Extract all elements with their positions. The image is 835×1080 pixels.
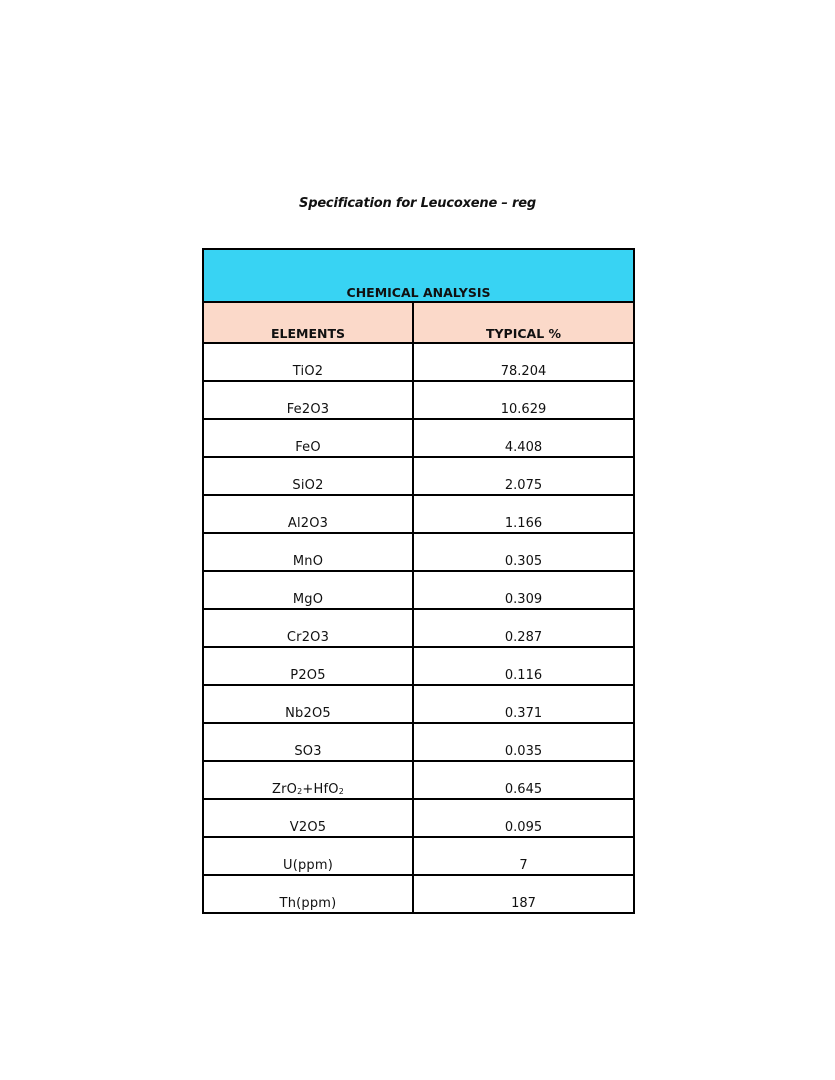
element-cell: V2O5: [203, 799, 413, 837]
table-row: [203, 875, 634, 913]
element-cell: ZrO$_2$+HfO$_2$: [203, 761, 413, 799]
typical-value-cell: 4.408: [413, 419, 634, 457]
element-cell: FeO: [203, 419, 413, 457]
table-row: [203, 381, 634, 419]
element-cell: Cr2O3: [203, 609, 413, 647]
element-cell: TiO2: [203, 343, 413, 381]
typical-value-cell: 0.371: [413, 685, 634, 723]
element-cell: SiO2: [203, 457, 413, 495]
column-header-typical: TYPICAL %: [413, 302, 634, 343]
typical-value-cell: 7: [413, 837, 634, 875]
element-cell: Nb2O5: [203, 685, 413, 723]
table-row: [203, 419, 634, 457]
typical-value-cell: 0.305: [413, 533, 634, 571]
table-row: [203, 837, 634, 875]
table-row: [203, 457, 634, 495]
typical-value-cell: 10.629: [413, 381, 634, 419]
table-header: CHEMICAL ANALYSIS: [203, 249, 634, 302]
typical-value-cell: 78.204: [413, 343, 634, 381]
element-cell: Th(ppm): [203, 875, 413, 913]
table-row: [203, 685, 634, 723]
column-header-row: [203, 302, 634, 343]
typical-value-cell: 2.075: [413, 457, 634, 495]
element-cell: MnO: [203, 533, 413, 571]
typical-value-cell: 0.095: [413, 799, 634, 837]
table-row: [203, 533, 634, 571]
typical-value-cell: 0.116: [413, 647, 634, 685]
typical-value-cell: 187: [413, 875, 634, 913]
typical-value-cell: 0.309: [413, 571, 634, 609]
element-cell: MgO: [203, 571, 413, 609]
table-row: [203, 761, 634, 799]
table-row: [203, 609, 634, 647]
typical-value-cell: 1.166: [413, 495, 634, 533]
typical-value-cell: 0.287: [413, 609, 634, 647]
table-row: [203, 571, 634, 609]
element-cell: SO3: [203, 723, 413, 761]
document-title: Specification for Leucoxene – reg: [299, 196, 536, 211]
typical-value-cell: 0.035: [413, 723, 634, 761]
element-cell: U(ppm): [203, 837, 413, 875]
element-cell: Al2O3: [203, 495, 413, 533]
table-row: [203, 495, 634, 533]
element-cell: Fe2O3: [203, 381, 413, 419]
table-row: [203, 799, 634, 837]
table-row: [203, 647, 634, 685]
element-cell: P2O5: [203, 647, 413, 685]
column-header-elements: ELEMENTS: [203, 302, 413, 343]
table-header-row: [203, 249, 634, 302]
typical-value-cell: 0.645: [413, 761, 634, 799]
chemical-analysis-table: [202, 248, 635, 914]
table-row: [203, 343, 634, 381]
table-row: [203, 723, 634, 761]
